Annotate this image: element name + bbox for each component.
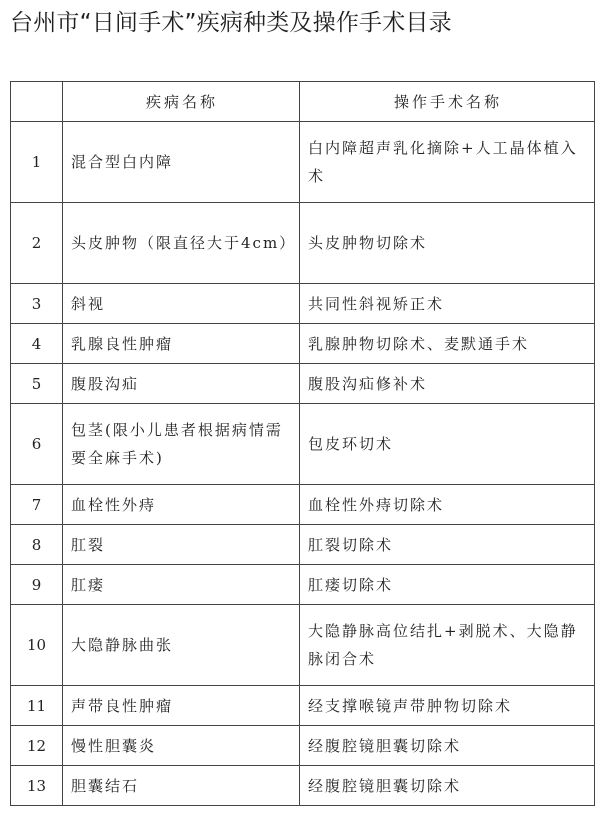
disease-name: 斜视 xyxy=(63,284,300,324)
table-row xyxy=(11,364,595,404)
disease-name: 声带良性肿瘤 xyxy=(63,686,300,726)
row-number: 6 xyxy=(11,404,63,485)
row-number: 1 xyxy=(11,122,63,203)
row-number: 10 xyxy=(11,605,63,686)
disease-name: 胆囊结石 xyxy=(63,766,300,806)
row-number: 13 xyxy=(11,766,63,806)
disease-name: 头皮肿物（限直径大于4cm） xyxy=(63,203,300,284)
table-row xyxy=(11,203,595,284)
table-row xyxy=(11,726,595,766)
disease-name: 腹股沟疝 xyxy=(63,364,300,404)
table-row xyxy=(11,565,595,605)
row-number: 9 xyxy=(11,565,63,605)
surgery-name: 血栓性外痔切除术 xyxy=(300,485,595,525)
header-number xyxy=(11,82,63,122)
table-row xyxy=(11,122,595,203)
surgery-name: 经腹腔镜胆囊切除术 xyxy=(300,766,595,806)
disease-name: 包茎(限小儿患者根据病情需要全麻手术) xyxy=(63,404,300,485)
table-row xyxy=(11,686,595,726)
disease-name: 血栓性外痔 xyxy=(63,485,300,525)
disease-name: 混合型白内障 xyxy=(63,122,300,203)
header-surgery: 操作手术名称 xyxy=(300,82,595,122)
table-row xyxy=(11,605,595,686)
header-disease: 疾病名称 xyxy=(63,82,300,122)
disease-name: 肛裂 xyxy=(63,525,300,565)
table-row xyxy=(11,324,595,364)
disease-name: 慢性胆囊炎 xyxy=(63,726,300,766)
row-number: 12 xyxy=(11,726,63,766)
disease-name: 肛瘘 xyxy=(63,565,300,605)
table-row xyxy=(11,404,595,485)
row-number: 11 xyxy=(11,686,63,726)
surgery-name: 经支撑喉镜声带肿物切除术 xyxy=(300,686,595,726)
disease-name: 大隐静脉曲张 xyxy=(63,605,300,686)
surgery-name: 肛裂切除术 xyxy=(300,525,595,565)
table-row xyxy=(11,485,595,525)
table-row xyxy=(11,525,595,565)
surgery-name: 腹股沟疝修补术 xyxy=(300,364,595,404)
page-title: 台州市“日间手术”疾病种类及操作手术目录 xyxy=(10,10,452,36)
row-number: 5 xyxy=(11,364,63,404)
row-number: 4 xyxy=(11,324,63,364)
surgery-name: 白内障超声乳化摘除+人工晶体植入术 xyxy=(300,122,595,203)
row-number: 8 xyxy=(11,525,63,565)
surgery-name: 头皮肿物切除术 xyxy=(300,203,595,284)
row-number: 7 xyxy=(11,485,63,525)
surgery-name: 肛瘘切除术 xyxy=(300,565,595,605)
surgery-catalog-table xyxy=(10,81,595,806)
surgery-name: 共同性斜视矫正术 xyxy=(300,284,595,324)
row-number: 3 xyxy=(11,284,63,324)
table-header-row xyxy=(11,82,595,122)
surgery-name: 经腹腔镜胆囊切除术 xyxy=(300,726,595,766)
table-row xyxy=(11,284,595,324)
disease-name: 乳腺良性肿瘤 xyxy=(63,324,300,364)
table-row xyxy=(11,766,595,806)
surgery-name: 包皮环切术 xyxy=(300,404,595,485)
row-number: 2 xyxy=(11,203,63,284)
surgery-name: 乳腺肿物切除术、麦默通手术 xyxy=(300,324,595,364)
surgery-name: 大隐静脉高位结扎+剥脱术、大隐静脉闭合术 xyxy=(300,605,595,686)
